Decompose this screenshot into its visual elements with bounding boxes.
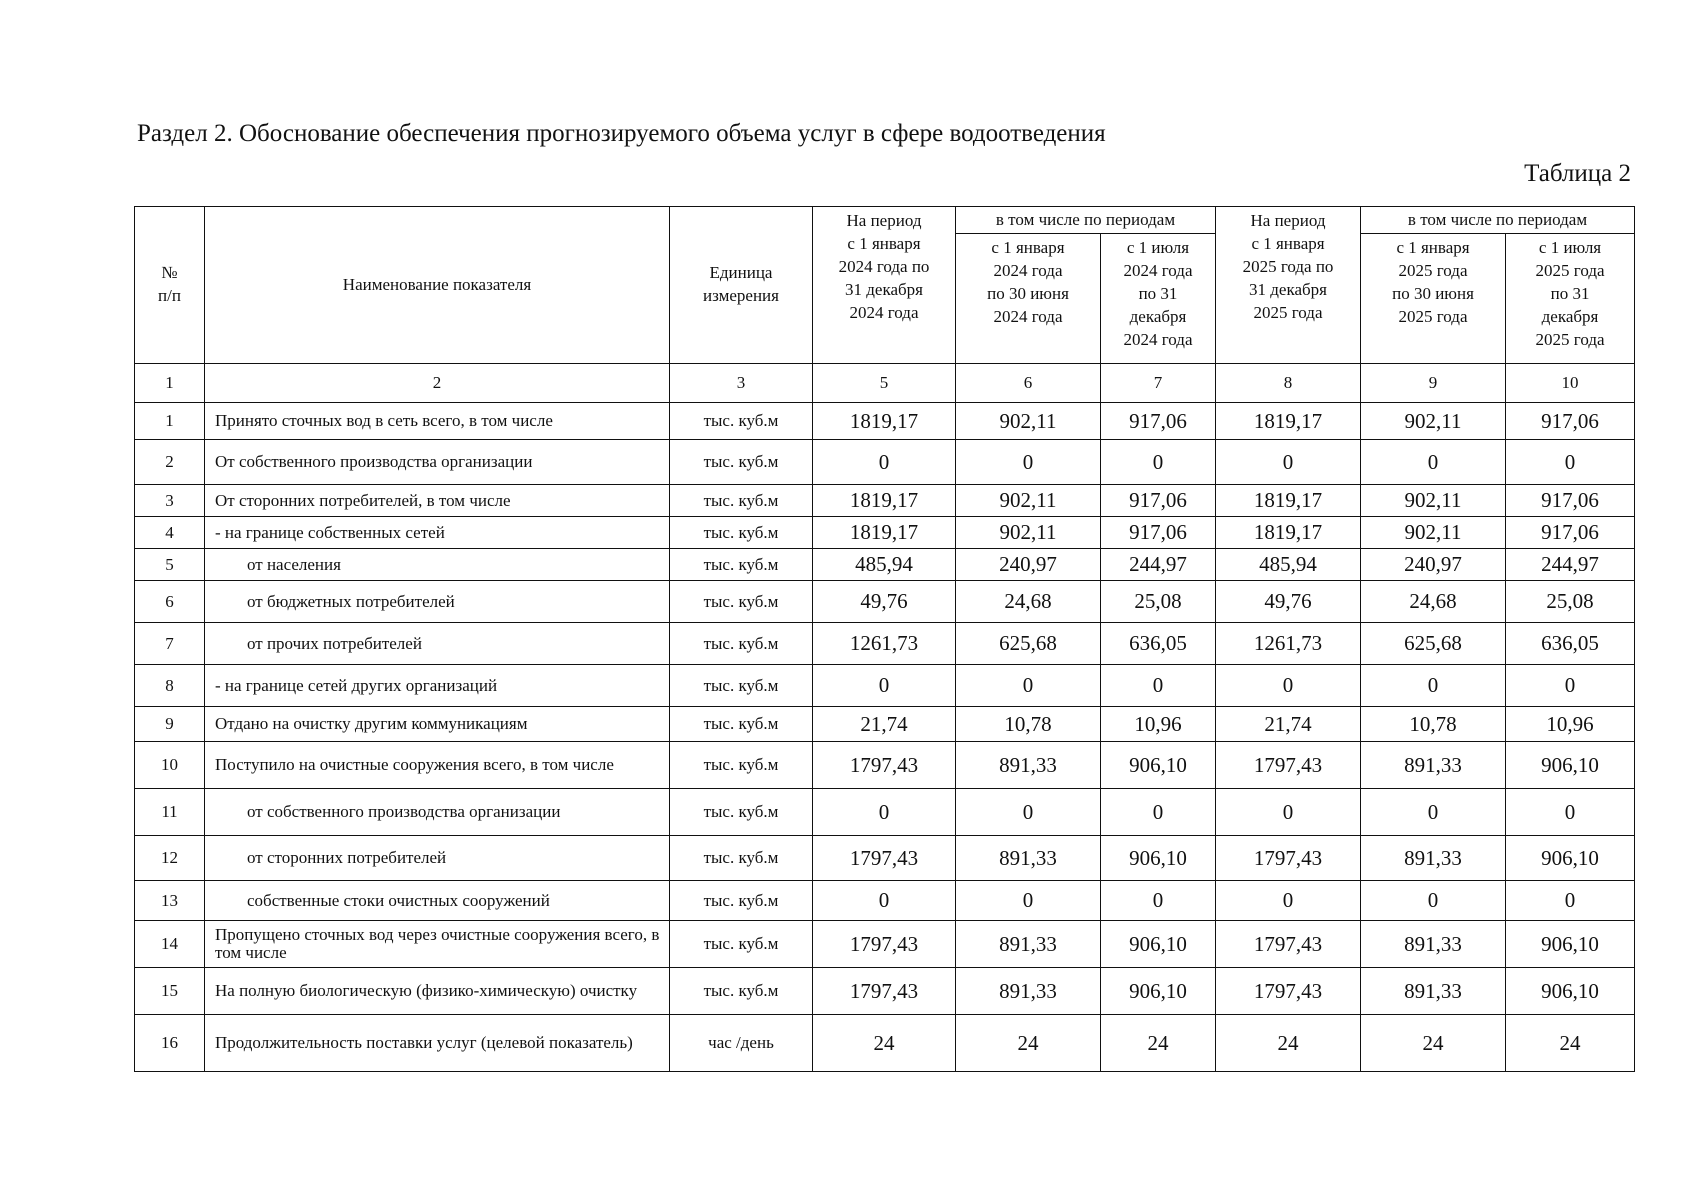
value-cell: 1797,43 — [1216, 836, 1361, 881]
value-cell: 244,97 — [1506, 549, 1635, 581]
value-cell: 917,06 — [1506, 517, 1635, 549]
row-number: 11 — [135, 789, 205, 836]
value-cell: 0 — [813, 665, 956, 707]
indicator-name: От собственного производства организации — [205, 440, 670, 485]
header-2025-h1: с 1 января 2025 года по 30 июня 2025 года — [1361, 234, 1506, 364]
column-number: 8 — [1216, 364, 1361, 403]
table-row — [135, 581, 1635, 623]
value-cell: 636,05 — [1101, 623, 1216, 665]
column-number: 9 — [1361, 364, 1506, 403]
value-cell: 906,10 — [1506, 742, 1635, 789]
table-row — [135, 623, 1635, 665]
value-cell: 1819,17 — [1216, 403, 1361, 440]
value-cell: 0 — [1216, 665, 1361, 707]
unit-cell: тыс. куб.м — [670, 968, 813, 1015]
indicator-name: Поступило на очистные сооружения всего, в том числе — [205, 742, 670, 789]
unit-cell: тыс. куб.м — [670, 403, 813, 440]
value-cell: 24 — [1506, 1015, 1635, 1072]
value-cell: 906,10 — [1506, 968, 1635, 1015]
unit-cell: тыс. куб.м — [670, 921, 813, 968]
value-cell: 0 — [1101, 881, 1216, 921]
value-cell: 10,78 — [1361, 707, 1506, 742]
value-cell: 1819,17 — [813, 485, 956, 517]
value-cell: 906,10 — [1101, 921, 1216, 968]
row-number: 5 — [135, 549, 205, 581]
value-cell: 24,68 — [1361, 581, 1506, 623]
value-cell: 891,33 — [1361, 836, 1506, 881]
unit-cell: тыс. куб.м — [670, 549, 813, 581]
indicator-name: Отдано на очистку другим коммуникациям — [205, 707, 670, 742]
value-cell: 891,33 — [1361, 968, 1506, 1015]
row-number: 6 — [135, 581, 205, 623]
table-row — [135, 742, 1635, 789]
unit-cell: час /день — [670, 1015, 813, 1072]
row-number: 14 — [135, 921, 205, 968]
value-cell: 0 — [813, 440, 956, 485]
value-cell: 25,08 — [1506, 581, 1635, 623]
header-2024-h2: с 1 июля 2024 года по 31 декабря 2024 года — [1101, 234, 1216, 364]
value-cell: 1819,17 — [813, 517, 956, 549]
column-number: 6 — [956, 364, 1101, 403]
value-cell: 0 — [1216, 881, 1361, 921]
value-cell: 1797,43 — [1216, 742, 1361, 789]
header-name: Наименование показателя — [205, 207, 670, 364]
value-cell: 0 — [1506, 789, 1635, 836]
table-row — [135, 881, 1635, 921]
value-cell: 1261,73 — [813, 623, 956, 665]
table-row — [135, 707, 1635, 742]
indicator-name: От сторонних потребителей, в том числе — [205, 485, 670, 517]
value-cell: 1797,43 — [1216, 968, 1361, 1015]
value-cell: 485,94 — [1216, 549, 1361, 581]
value-cell: 0 — [1101, 789, 1216, 836]
row-number: 16 — [135, 1015, 205, 1072]
value-cell: 1797,43 — [813, 921, 956, 968]
value-cell: 0 — [956, 440, 1101, 485]
value-cell: 1797,43 — [813, 742, 956, 789]
value-cell: 240,97 — [1361, 549, 1506, 581]
header-group-2025: в том числе по периодам — [1361, 207, 1635, 234]
value-cell: 902,11 — [1361, 485, 1506, 517]
value-cell: 24,68 — [956, 581, 1101, 623]
value-cell: 0 — [1506, 665, 1635, 707]
row-number: 7 — [135, 623, 205, 665]
value-cell: 0 — [956, 665, 1101, 707]
section-heading: Раздел 2. Обоснование обеспечения прогнозируемого объема услуг в сфере водоотведения — [137, 120, 1106, 147]
unit-cell: тыс. куб.м — [670, 836, 813, 881]
table-row — [135, 665, 1635, 707]
table-row — [135, 517, 1635, 549]
value-cell: 906,10 — [1506, 836, 1635, 881]
value-cell: 902,11 — [1361, 517, 1506, 549]
header-2025-h2: с 1 июля 2025 года по 31 декабря 2025 года — [1506, 234, 1635, 364]
table-row — [135, 485, 1635, 517]
value-cell: 906,10 — [1506, 921, 1635, 968]
value-cell: 1797,43 — [1216, 921, 1361, 968]
volume-table — [134, 206, 1635, 1072]
value-cell: 49,76 — [813, 581, 956, 623]
row-number: 15 — [135, 968, 205, 1015]
row-number: 4 — [135, 517, 205, 549]
value-cell: 0 — [813, 881, 956, 921]
unit-cell: тыс. куб.м — [670, 581, 813, 623]
header-group-2024: в том числе по периодам — [956, 207, 1216, 234]
value-cell: 902,11 — [956, 403, 1101, 440]
row-number: 1 — [135, 403, 205, 440]
value-cell: 485,94 — [813, 549, 956, 581]
value-cell: 24 — [1101, 1015, 1216, 1072]
value-cell: 21,74 — [813, 707, 956, 742]
indicator-name: собственные стоки очистных сооружений — [205, 881, 670, 921]
column-number: 1 — [135, 364, 205, 403]
header-2024-h1: с 1 января 2024 года по 30 июня 2024 года — [956, 234, 1101, 364]
value-cell: 891,33 — [956, 836, 1101, 881]
table-row — [135, 440, 1635, 485]
value-cell: 906,10 — [1101, 968, 1216, 1015]
indicator-name: - на границе сетей других организаций — [205, 665, 670, 707]
value-cell: 917,06 — [1506, 485, 1635, 517]
indicator-name: от бюджетных потребителей — [205, 581, 670, 623]
unit-cell: тыс. куб.м — [670, 517, 813, 549]
value-cell: 0 — [1101, 665, 1216, 707]
column-number: 3 — [670, 364, 813, 403]
indicator-name: от сторонних потребителей — [205, 836, 670, 881]
header-period-2024: На период с 1 января 2024 года по 31 декабря 2024 года — [813, 207, 956, 364]
table-row — [135, 403, 1635, 440]
value-cell: 0 — [1216, 789, 1361, 836]
indicator-name: - на границе собственных сетей — [205, 517, 670, 549]
value-cell: 1819,17 — [1216, 485, 1361, 517]
value-cell: 0 — [813, 789, 956, 836]
row-number: 13 — [135, 881, 205, 921]
value-cell: 25,08 — [1101, 581, 1216, 623]
unit-cell: тыс. куб.м — [670, 789, 813, 836]
indicator-name: Продолжительность поставки услуг (целевой показатель) — [205, 1015, 670, 1072]
value-cell: 902,11 — [956, 485, 1101, 517]
value-cell: 10,96 — [1101, 707, 1216, 742]
value-cell: 1261,73 — [1216, 623, 1361, 665]
value-cell: 891,33 — [956, 921, 1101, 968]
value-cell: 0 — [1101, 440, 1216, 485]
value-cell: 10,96 — [1506, 707, 1635, 742]
value-cell: 891,33 — [1361, 742, 1506, 789]
value-cell: 906,10 — [1101, 836, 1216, 881]
value-cell: 891,33 — [956, 742, 1101, 789]
value-cell: 1797,43 — [813, 836, 956, 881]
value-cell: 625,68 — [1361, 623, 1506, 665]
row-number: 9 — [135, 707, 205, 742]
value-cell: 902,11 — [956, 517, 1101, 549]
value-cell: 0 — [1361, 665, 1506, 707]
column-number-row — [135, 364, 1635, 403]
table-row — [135, 549, 1635, 581]
value-cell: 10,78 — [956, 707, 1101, 742]
indicator-name: На полную биологическую (физико-химическую) очистку — [205, 968, 670, 1015]
value-cell: 0 — [956, 881, 1101, 921]
value-cell: 0 — [1506, 440, 1635, 485]
value-cell: 49,76 — [1216, 581, 1361, 623]
table-body — [135, 403, 1635, 1072]
table-row — [135, 968, 1635, 1015]
unit-cell: тыс. куб.м — [670, 881, 813, 921]
column-number: 2 — [205, 364, 670, 403]
column-number: 5 — [813, 364, 956, 403]
value-cell: 0 — [1361, 881, 1506, 921]
value-cell: 1819,17 — [813, 403, 956, 440]
value-cell: 917,06 — [1101, 485, 1216, 517]
header-num: № п/п — [135, 207, 205, 364]
row-number: 10 — [135, 742, 205, 789]
value-cell: 1797,43 — [813, 968, 956, 1015]
unit-cell: тыс. куб.м — [670, 485, 813, 517]
indicator-name: Принято сточных вод в сеть всего, в том числе — [205, 403, 670, 440]
table-row — [135, 836, 1635, 881]
column-number: 10 — [1506, 364, 1635, 403]
row-number: 3 — [135, 485, 205, 517]
value-cell: 906,10 — [1101, 742, 1216, 789]
indicator-name: Пропущено сточных вод через очистные сооружения всего, в том числе — [205, 921, 670, 968]
indicator-name: от собственного производства организации — [205, 789, 670, 836]
header-period-2025: На период с 1 января 2025 года по 31 декабря 2025 года — [1216, 207, 1361, 364]
value-cell: 902,11 — [1361, 403, 1506, 440]
indicator-name: от населения — [205, 549, 670, 581]
value-cell: 917,06 — [1101, 517, 1216, 549]
value-cell: 0 — [956, 789, 1101, 836]
table-label: Таблица 2 — [1524, 160, 1631, 187]
value-cell: 24 — [813, 1015, 956, 1072]
value-cell: 240,97 — [956, 549, 1101, 581]
unit-cell: тыс. куб.м — [670, 742, 813, 789]
unit-cell: тыс. куб.м — [670, 707, 813, 742]
table-row — [135, 921, 1635, 968]
value-cell: 625,68 — [956, 623, 1101, 665]
value-cell: 24 — [1361, 1015, 1506, 1072]
indicator-name: от прочих потребителей — [205, 623, 670, 665]
unit-cell: тыс. куб.м — [670, 623, 813, 665]
value-cell: 21,74 — [1216, 707, 1361, 742]
unit-cell: тыс. куб.м — [670, 665, 813, 707]
value-cell: 0 — [1361, 440, 1506, 485]
value-cell: 917,06 — [1101, 403, 1216, 440]
header-unit: Единица измерения — [670, 207, 813, 364]
value-cell: 0 — [1216, 440, 1361, 485]
table-row — [135, 1015, 1635, 1072]
row-number: 8 — [135, 665, 205, 707]
value-cell: 24 — [1216, 1015, 1361, 1072]
value-cell: 0 — [1506, 881, 1635, 921]
value-cell: 1819,17 — [1216, 517, 1361, 549]
row-number: 12 — [135, 836, 205, 881]
value-cell: 0 — [1361, 789, 1506, 836]
header-row-1 — [135, 207, 1635, 234]
value-cell: 917,06 — [1506, 403, 1635, 440]
table-row — [135, 789, 1635, 836]
value-cell: 636,05 — [1506, 623, 1635, 665]
value-cell: 24 — [956, 1015, 1101, 1072]
value-cell: 244,97 — [1101, 549, 1216, 581]
value-cell: 891,33 — [1361, 921, 1506, 968]
column-number: 7 — [1101, 364, 1216, 403]
row-number: 2 — [135, 440, 205, 485]
unit-cell: тыс. куб.м — [670, 440, 813, 485]
value-cell: 891,33 — [956, 968, 1101, 1015]
